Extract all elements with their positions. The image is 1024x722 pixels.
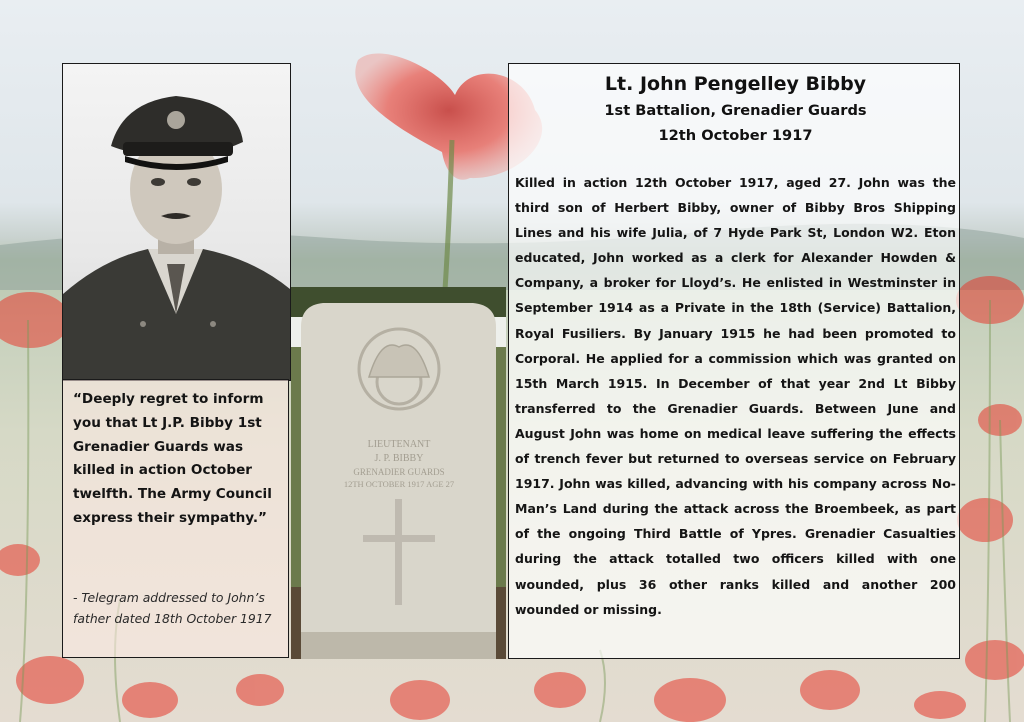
portrait-photo — [62, 63, 291, 381]
bio-unit: 1st Battalion, Grenadier Guards — [604, 102, 867, 119]
bio-title: Lt. John Pengelley Bibby — [604, 73, 867, 95]
telegram-quote-text: “Deeply regret to inform you that Lt J.P. Bibby 1st Grenadier Guards was killed in action October twelfth. The Army Council express their sympathy.” — [73, 391, 272, 526]
headstone-line-3: GRENADIER GUARDS — [353, 467, 445, 477]
bio-text: Killed in action 12th October 1917, aged 27. John was the third son of Herbert Bibby, owner of Bibby Bros Shipping Lines and his wife Julia, of 7 Hyde Park St, London W2. Eton educated, John worked as a clerk for Alexander Howden & Company, a broker for Lloyd’s. He enlisted in Westminster in September 1914 as a Private in the 18th (Service) Battalion, Royal Fusiliers. By January 1915 he had been promoted to Corporal. He applied for a commission which was granted on 15th March 1915. In December of that year 2nd Lt Bibby transferred to the Grenadier Guards. Between June and August John was home on medical leave suffering the effects of trench fever but returned to overseas service on February 1917. John was killed, advancing with his company across No-Man’s Land during the attack across the Broembeek, as part of the ongoing Third Battle of Ypres. Grenadier Casualties during the attack totalled two officers killed with one wounded, plus 36 other ranks killed and another 200 wounded or missing. — [515, 175, 956, 617]
headstone-line-2: J. P. BIBBY — [374, 453, 424, 464]
headstone-line-1: LIEUTENANT — [367, 439, 431, 450]
bio-date: 12th October 1917 — [658, 127, 813, 144]
biography-panel — [508, 63, 960, 659]
soldier-portrait-icon — [63, 64, 290, 380]
telegram-quote-panel — [62, 379, 289, 658]
telegram-quote-source: - Telegram addressed to John’s father dated 18th October 1917 — [73, 590, 272, 626]
headstone-line-4: 12TH OCTOBER 1917 AGE 27 — [343, 479, 455, 489]
headstone-photo — [291, 287, 506, 659]
